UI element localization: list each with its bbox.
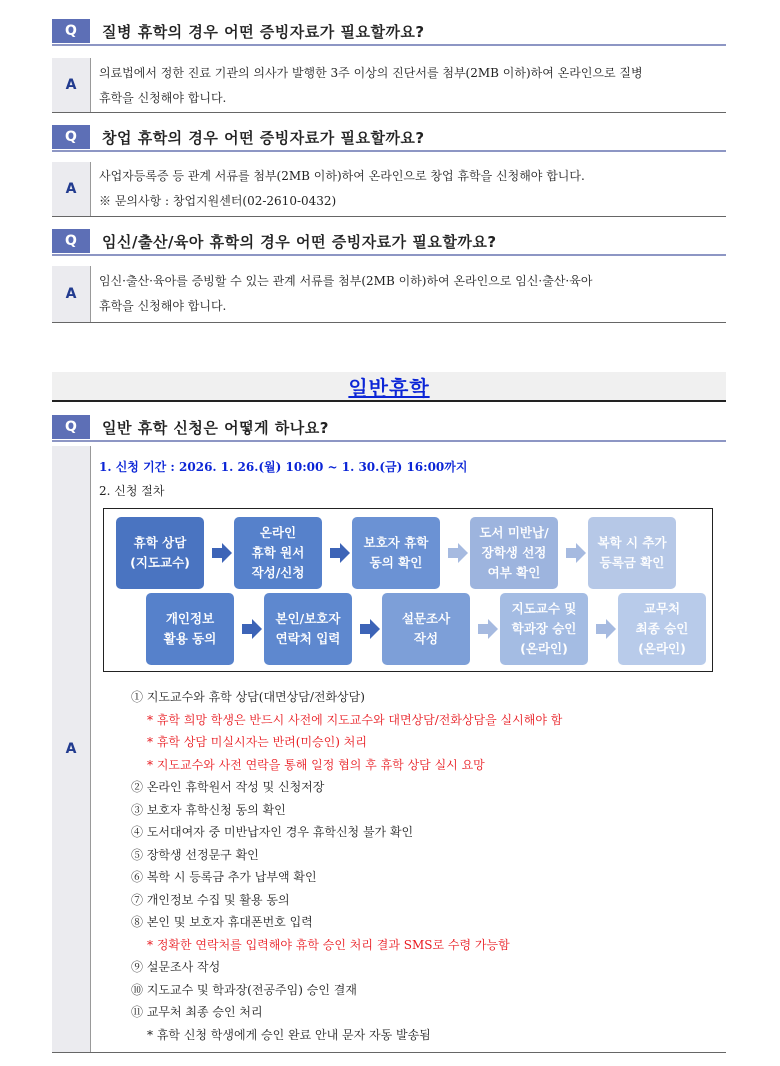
step-note: * 휴학 신청 학생에게 승인 완료 안내 문자 자동 발송됨 [147,1027,431,1042]
answer-line: 휴학을 신청해야 합니다. [99,299,227,313]
flow_row2-step-5: 교무처 최종 승인 (온라인) [618,593,706,665]
a-badge: A [52,162,91,216]
a-badge: A [52,266,91,322]
flow_row1-step-5: 복학 시 추가 등록금 확인 [588,517,676,589]
step-item: ⑩ 지도교수 및 학과장(전공주임) 승인 결재 [131,982,357,997]
question-1 [52,18,726,46]
step-item: ⑪ 교무처 최종 승인 처리 [131,1005,263,1019]
answer-line: 사업자등록증 등 관계 서류를 첨부(2MB 이하)하여 온라인으로 창업 휴학을 신청해야 합니다. [99,169,585,183]
application-period: 1. 신청 기간 : 2026. 1. 26.(월) 10:00 ~ 1. 30.(금) 16:00까지 [99,460,468,474]
q-badge: Q [52,19,90,43]
answer-note: ※ 문의사항 : 창업지원센터(02-2610-0432) [99,194,337,208]
step-item: ⑨ 설문조사 작성 [131,960,221,974]
arrow-right-icon [242,619,254,639]
procedure-heading: 2. 신청 절차 [99,484,165,498]
step-item: ④ 도서대여자 중 미반납자인 경우 휴학신청 불가 확인 [131,825,414,839]
a-badge: A [52,446,91,1052]
answer-line: 휴학을 신청해야 합니다. [99,91,227,105]
flow_row2-step-1: 개인정보 활용 동의 [146,593,234,665]
q-badge: Q [52,415,90,439]
answer-1 [52,58,726,113]
step-item: ⑦ 개인정보 수집 및 활용 동의 [131,892,290,907]
arrow-right-icon [566,543,578,563]
step-item: ② 온라인 휴학원서 작성 및 신청저장 [131,780,325,794]
flow_row1-step-3: 보호자 휴학 동의 확인 [352,517,440,589]
answer-line: 임신·출산·육아를 증빙할 수 있는 관계 서류를 첨부(2MB 이하)하여 온라인으로 임신·출산·육아 [99,274,593,288]
question-2 [52,124,726,152]
section-title: 일반휴학 [348,375,430,400]
procedure-steps [131,686,562,1046]
step-note: * 휴학 상담 미실시자는 반려(미승인) 처리 [147,735,367,749]
flow_row1-step-4: 도서 미반납/ 장학생 선정 여부 확인 [470,517,558,589]
step-note: * 지도교수와 사전 연락을 통해 일정 협의 후 휴학 상담 실시 요망 [147,757,485,772]
arrow-right-icon [330,543,342,563]
section-header [52,372,726,402]
step-item: ⑧ 본인 및 보호자 휴대폰번호 입력 [131,915,313,929]
flow_row2-step-2: 본인/보호자 연락처 입력 [264,593,352,665]
answer-4 [52,446,726,1053]
step-item: ⑤ 장학생 선정문구 확인 [131,847,259,862]
question-text: 임신/출산/육아 휴학의 경우 어떤 증빙자료가 필요할까요? [102,232,497,251]
arrow-right-icon [478,619,490,639]
question-text: 일반 휴학 신청은 어떻게 하나요? [102,418,329,437]
flow_row1-step-1: 휴학 상담 (지도교수) [116,517,204,589]
question-4 [52,414,726,442]
q-badge: Q [52,125,90,149]
procedure-flow-diagram [103,508,713,672]
arrow-right-icon [596,619,608,639]
a-badge: A [52,58,91,112]
answer-3 [52,266,726,323]
flow_row2-step-4: 지도교수 및 학과장 승인 (온라인) [500,593,588,665]
arrow-right-icon [360,619,372,639]
answer-2 [52,162,726,217]
question-3 [52,228,726,256]
arrow-right-icon [448,543,460,563]
question-text: 질병 휴학의 경우 어떤 증빙자료가 필요할까요? [102,22,425,41]
q-badge: Q [52,229,90,253]
flow_row1-step-2: 온라인 휴학 원서 작성/신청 [234,517,322,589]
step-item: ⑥ 복학 시 등록금 추가 납부액 확인 [131,870,317,884]
arrow-right-icon [212,543,224,563]
flow_row2-step-3: 설문조사 작성 [382,593,470,665]
question-text: 창업 휴학의 경우 어떤 증빙자료가 필요할까요? [102,128,425,147]
step-item: ③ 보호자 휴학신청 동의 확인 [131,802,286,817]
step-item: ① 지도교수와 휴학 상담(대면상담/전화상담) [131,690,365,704]
answer-line: 의료법에서 정한 진료 기관의 의사가 발행한 3주 이상의 진단서를 첨부(2MB 이하)하여 온라인으로 질병 [99,66,643,80]
step-note: * 정확한 연락처를 입력해야 휴학 승인 처리 결과 SMS로 수령 가능함 [147,937,510,952]
step-note: * 휴학 희망 학생은 반드시 사전에 지도교수와 대면상담/전화상담을 실시해야 함 [147,712,563,727]
